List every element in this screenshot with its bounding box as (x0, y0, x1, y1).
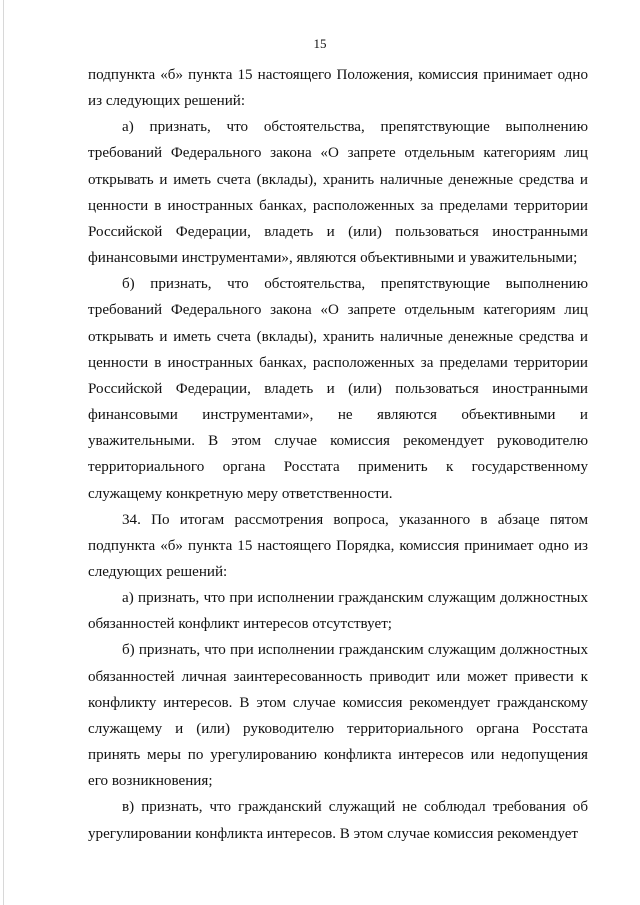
paragraph-continuation: подпункта «б» пункта 15 настоящего Положения, комиссия принимает одно из следующих решений: (88, 67, 588, 110)
document-body (88, 62, 588, 847)
paragraph-clause-34-a: а) признать, что при исполнении гражданским служащим должностных обязанностей конфликт интересов отсутствует; (88, 590, 588, 633)
scan-edge (3, 0, 4, 905)
paragraph-clause-34-b: б) признать, что при исполнении гражданским служащим должностных обязанностей личная заинтересованность приводит или может привести к конфликту интересов. В этом случае комиссия рекомендует гражданскому служащему и (или) руководителю территориального органа Росстата принять меры по урегулированию конфликта интересов или недопущения его возникновения; (88, 642, 588, 790)
page-number: 15 (313, 36, 327, 51)
paragraph-clause-34-c: в) признать, что гражданский служащий не соблюдал требования об урегулировании конфликта интересов. В этом случае комиссия рекомендует (88, 799, 588, 842)
paragraph-clause-34: 34. По итогам рассмотрения вопроса, указанного в абзаце пятом подпункта «б» пункта 15 настоящего Порядка, комиссия принимает одно из следующих решений: (88, 511, 588, 580)
paragraph-option-a-objective: а) признать, что обстоятельства, препятствующие выполнению требований Федерального закона «О запрете отдельным категориям лиц открывать и иметь счета (вклады), хранить наличные денежные средства и ценности в иностранных банках, расположенных за пределами территории Российской Федерации, владеть и (или) пользоваться иностранными финансовыми инструментами», являются объективными и уважительными; (88, 119, 588, 267)
paragraph-option-b-not-objective: б) признать, что обстоятельства, препятствующие выполнению требований Федерального закона «О запрете отдельным категориям лиц открывать и иметь счета (вклады), хранить наличные денежные средства и ценности в иностранных банках, расположенных за пределами территории Российской Федерации, владеть и (или) пользоваться иностранными финансовыми инструментами», не являются объективными и уважительными. В этом случае комиссия рекомендует руководителю территориального органа Росстата применить к государственному служащему конкретную меру ответственности. (88, 276, 588, 502)
